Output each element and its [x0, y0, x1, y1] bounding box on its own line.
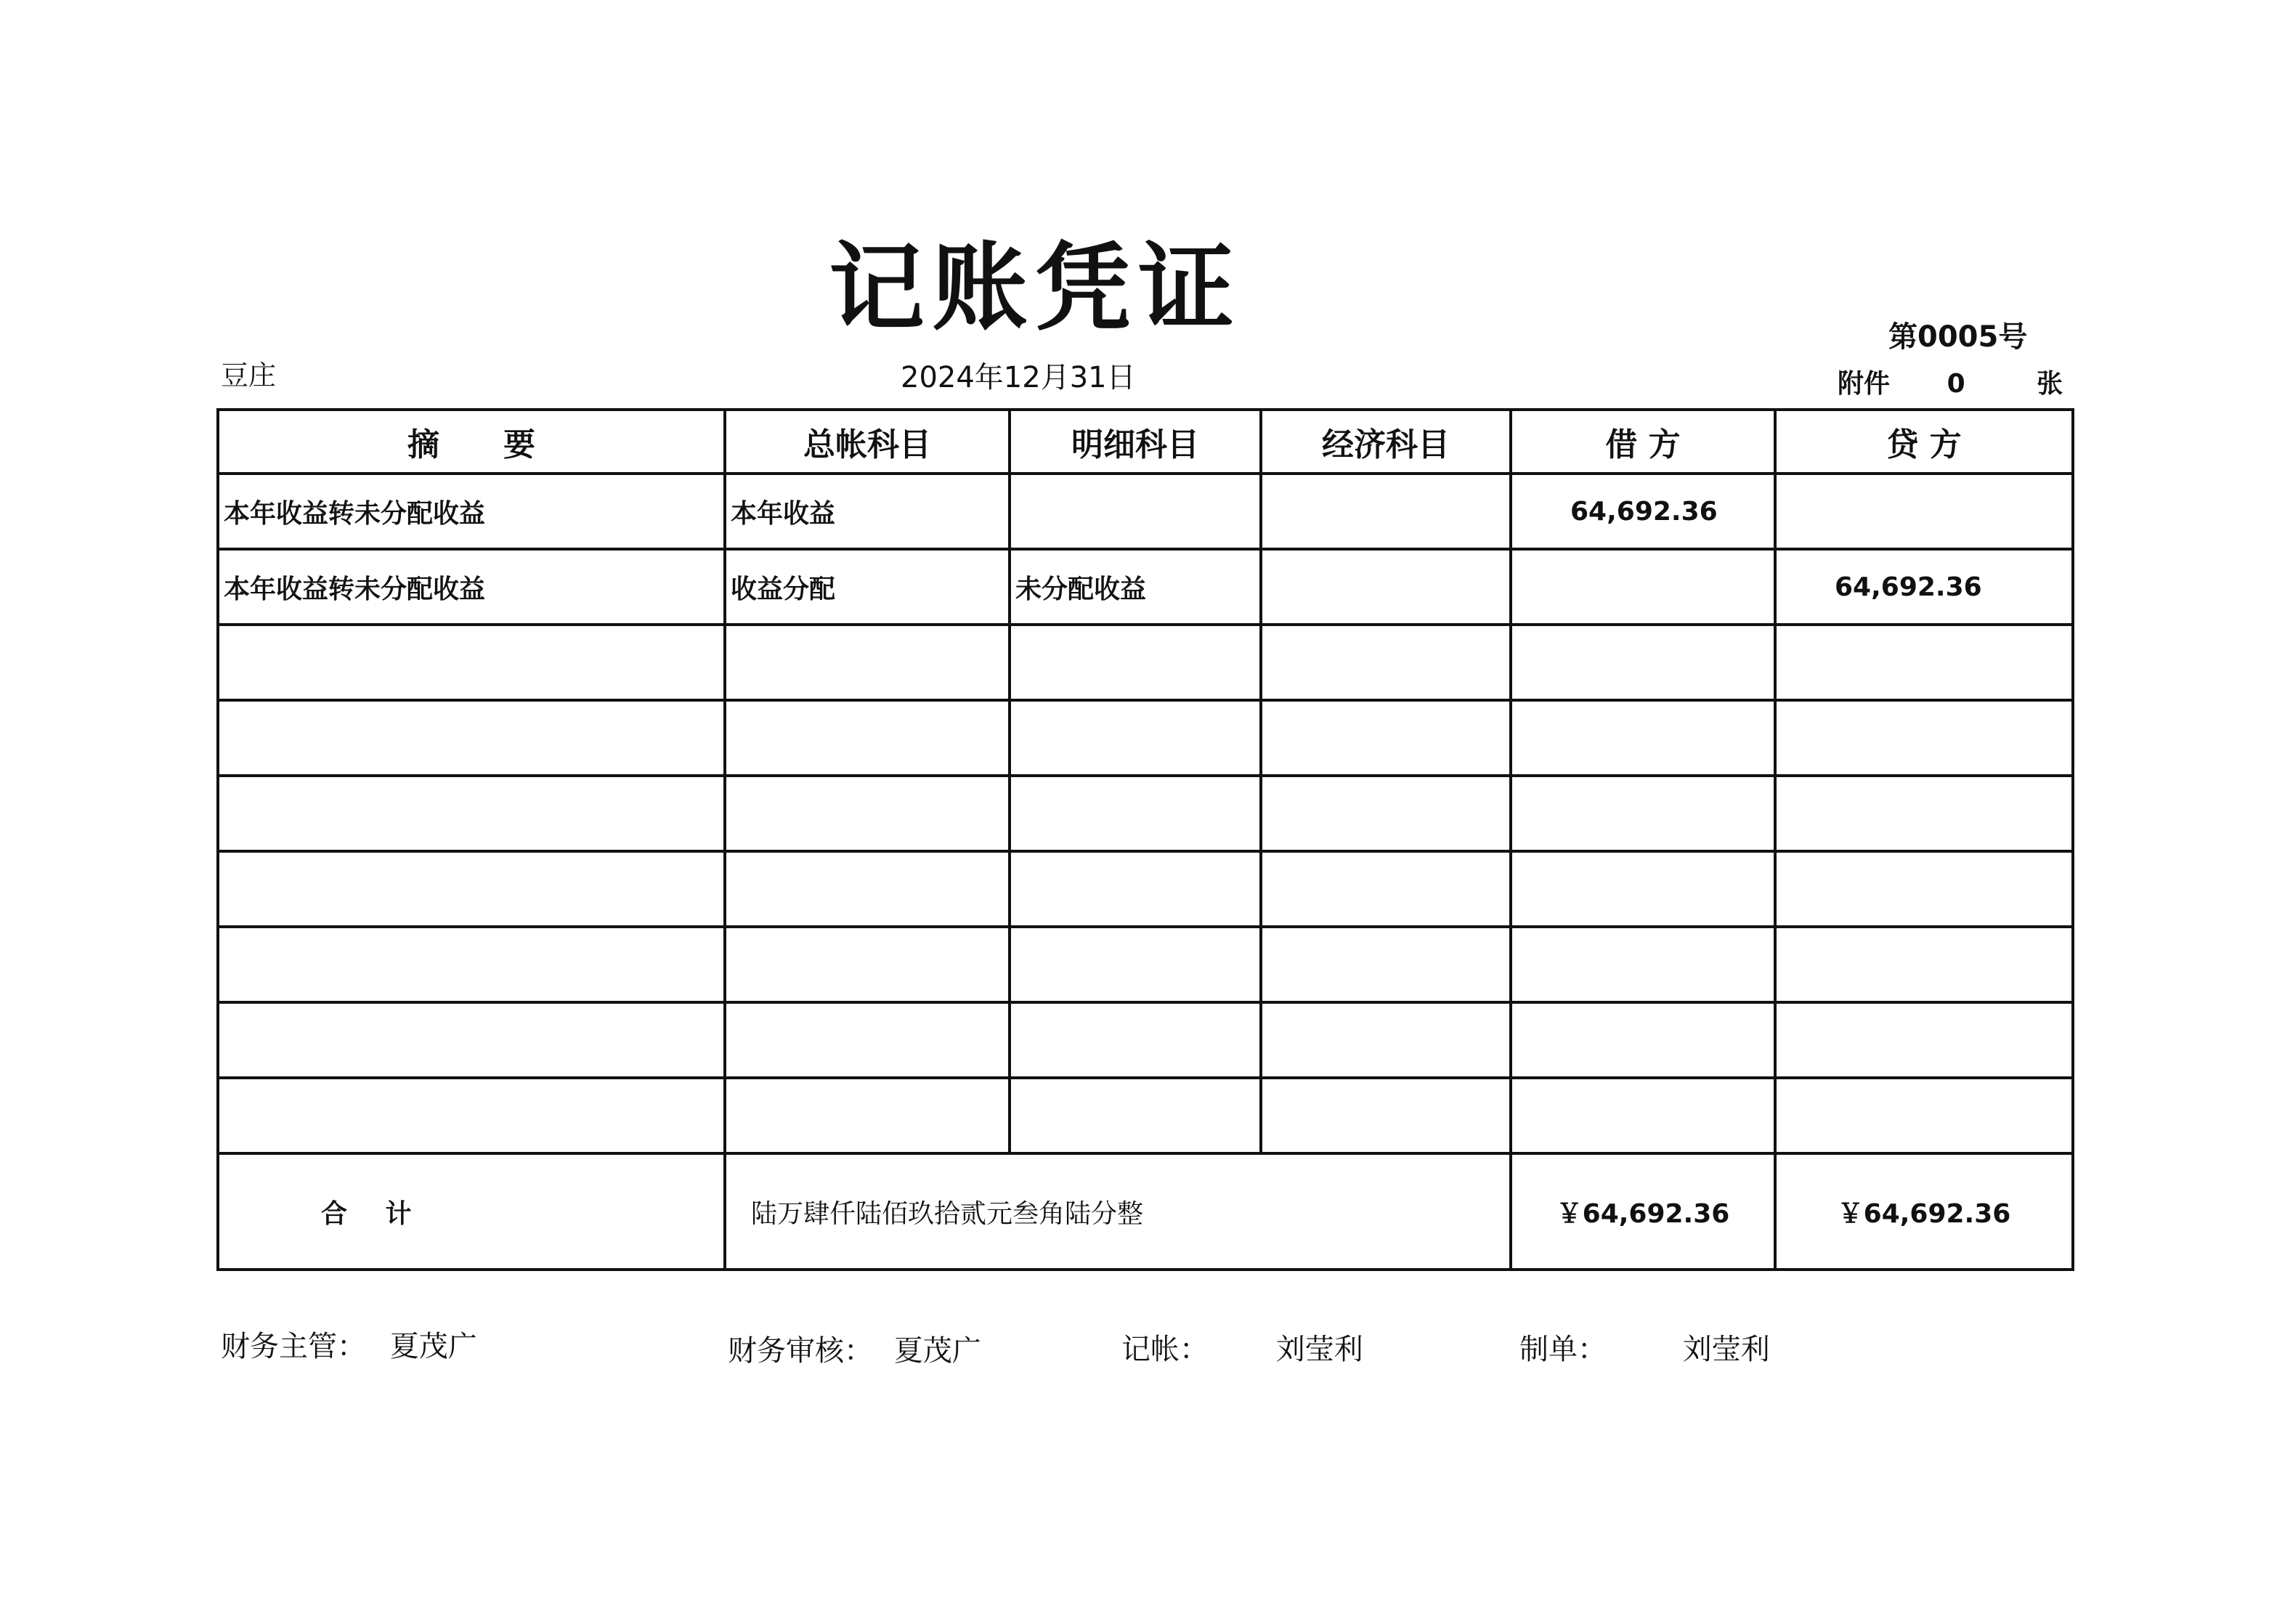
cell-economic-account: [1261, 1002, 1511, 1078]
table-row: [218, 474, 2073, 549]
cell-credit: [1775, 776, 2073, 851]
cell-summary: 本年收益转未分配收益: [218, 549, 725, 625]
table-row: [218, 700, 2073, 776]
reviewer-name: 夏茂广: [893, 1334, 981, 1368]
cell-summary: [218, 625, 725, 700]
header-summary: 摘 要: [218, 410, 725, 474]
preparer-label: 制单：: [1519, 1333, 1607, 1366]
cell-general-account: 收益分配: [725, 549, 1010, 625]
header-general-account: 总帐科目: [725, 410, 1010, 474]
cell-economic-account: [1261, 700, 1511, 776]
table-row: [218, 927, 2073, 1002]
cell-economic-account: [1261, 474, 1511, 549]
cell-detail-account: [1010, 776, 1261, 851]
cell-detail-account: [1010, 851, 1261, 927]
table-row: [218, 1078, 2073, 1153]
header-credit: 贷 方: [1775, 410, 2073, 474]
cell-general-account: [725, 1078, 1010, 1153]
table-row: [218, 1002, 2073, 1078]
voucher-title: 记账凭证: [829, 232, 1241, 344]
cell-debit: 64,692.36: [1511, 474, 1775, 549]
reviewer-field: [728, 1328, 981, 1369]
cell-debit: [1511, 776, 1775, 851]
cell-debit: [1511, 700, 1775, 776]
cell-credit: [1775, 474, 2073, 549]
table-row: [218, 776, 2073, 851]
cell-general-account: [725, 700, 1010, 776]
cell-debit: [1511, 1002, 1775, 1078]
cell-economic-account: [1261, 549, 1511, 625]
cell-detail-account: 未分配收益: [1010, 549, 1261, 625]
cell-detail-account: [1010, 927, 1261, 1002]
bookkeeper-label: 记帐：: [1121, 1333, 1209, 1366]
cell-credit: [1775, 1078, 2073, 1153]
company-name: 豆庄: [221, 360, 277, 391]
voucher-date: 2024年12月31日: [901, 361, 1136, 394]
header-detail-account: 明细科目: [1010, 410, 1261, 474]
attachments-label: 附件: [1838, 369, 1891, 399]
cell-economic-account: [1261, 776, 1511, 851]
cell-detail-account: [1010, 1078, 1261, 1153]
supervisor-name: 夏茂广: [389, 1330, 477, 1363]
cell-summary: [218, 1078, 725, 1153]
cell-debit: [1511, 851, 1775, 927]
cell-detail-account: [1010, 700, 1261, 776]
cell-debit: [1511, 625, 1775, 700]
reviewer-label: 财务审核：: [728, 1334, 873, 1368]
cell-summary: [218, 1002, 725, 1078]
cell-credit: [1775, 625, 2073, 700]
attachments-info: [1838, 363, 2063, 400]
cell-general-account: [725, 625, 1010, 700]
attachments-count: 0: [1947, 369, 1965, 399]
voucher-number: 第0005号: [1888, 320, 2028, 354]
cell-debit: [1511, 1078, 1775, 1153]
table-row: [218, 625, 2073, 700]
cell-general-account: [725, 776, 1010, 851]
cell-detail-account: [1010, 625, 1261, 700]
cell-credit: [1775, 851, 2073, 927]
header-debit: 借 方: [1511, 410, 1775, 474]
cell-summary: [218, 776, 725, 851]
cell-general-account: [725, 1002, 1010, 1078]
total-credit: ￥64,692.36: [1775, 1153, 2073, 1270]
cell-economic-account: [1261, 927, 1511, 1002]
cell-summary: [218, 851, 725, 927]
supervisor-field: [221, 1323, 477, 1365]
cell-credit: 64,692.36: [1775, 549, 2073, 625]
cell-debit: [1511, 549, 1775, 625]
total-amount-in-words: 陆万肆仟陆佰玖拾贰元叁角陆分整: [725, 1153, 1511, 1270]
cell-summary: 本年收益转未分配收益: [218, 474, 725, 549]
table-row: [218, 851, 2073, 927]
cell-general-account: [725, 927, 1010, 1002]
cell-economic-account: [1261, 1078, 1511, 1153]
supervisor-label: 财务主管：: [221, 1330, 366, 1363]
cell-general-account: 本年收益: [725, 474, 1010, 549]
preparer-name: 刘莹利: [1682, 1333, 1770, 1366]
attachments-unit: 张: [2037, 369, 2063, 399]
cell-general-account: [725, 851, 1010, 927]
table-header-row: [218, 410, 2073, 474]
cell-detail-account: [1010, 474, 1261, 549]
bookkeeper-name: 刘莹利: [1275, 1333, 1363, 1366]
total-debit: ￥64,692.36: [1511, 1153, 1775, 1270]
bookkeeper-field: [1121, 1326, 1363, 1368]
cell-detail-account: [1010, 1002, 1261, 1078]
cell-credit: [1775, 927, 2073, 1002]
cell-credit: [1775, 700, 2073, 776]
cell-economic-account: [1261, 851, 1511, 927]
cell-economic-account: [1261, 625, 1511, 700]
cell-summary: [218, 927, 725, 1002]
cell-credit: [1775, 1002, 2073, 1078]
voucher-table: [216, 408, 2074, 1271]
header-economic-account: 经济科目: [1261, 410, 1511, 474]
total-row: [218, 1153, 2073, 1270]
cell-summary: [218, 700, 725, 776]
total-label: 合 计: [218, 1153, 725, 1270]
cell-debit: [1511, 927, 1775, 1002]
preparer-field: [1519, 1326, 1770, 1368]
table-row: [218, 549, 2073, 625]
